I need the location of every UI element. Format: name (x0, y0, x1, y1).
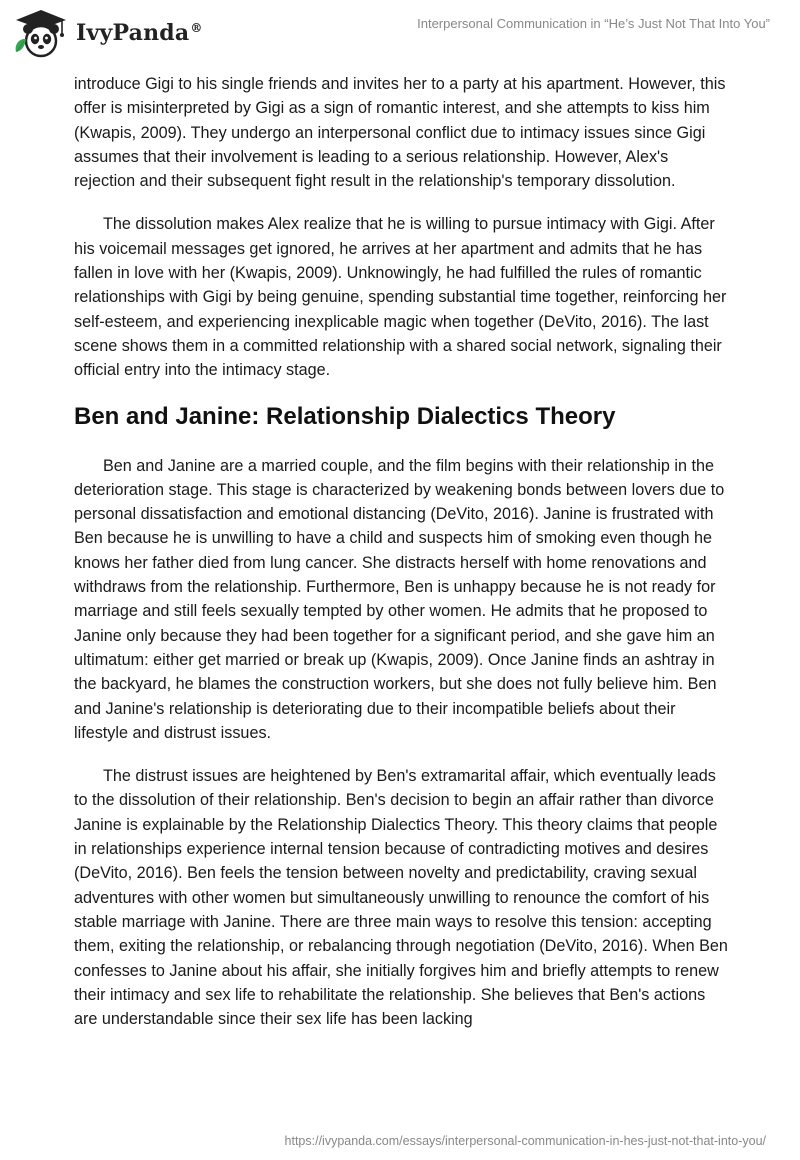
source-url[interactable]: https://ivypanda.com/essays/interpersonal-communication-in-hes-just-not-that-into-you/ (284, 1134, 766, 1148)
paragraph: introduce Gigi to his single friends and invites her to a party at his apartment. However, this offer is misinterpreted by Gigi as a sign of romantic interest, and she attempts to kiss him (Kwapis, 2009). They undergo an interpersonal conflict due to intimacy issues since Gigi assumes that their involvement is leading to a serious relationship. However, Alex's rejection and their subsequent fight result in the relationship's temporary dissolution. (74, 75, 726, 191)
logo-text: IvyPanda (76, 20, 190, 46)
paragraph: The distrust issues are heightened by Ben's extramarital affair, which eventually leads to the dissolution of their relationship. Ben's decision to begin an affair rather than divorce Janine is explainable by the Relationship Dialectics Theory. This theory claims that people in relationships experience internal tension because of contradicting motives and desires (DeVito, 2016). Ben feels the tension between novelty and predictability, craving sexual adventures with other women but simultaneously unwilling to renounce the comfort of his stable marriage with Janine. There are three main ways to resolve this tension: accepting them, exiting the relationship, or rebalancing through negotiation (DeVito, 2016). When Ben confesses to Janine about his affair, she initially forgives him and briefly attempts to renew their intimacy and sex life to rehabilitate the relationship. She believes that Ben's actions are understandable since their sex life has been lacking (74, 767, 728, 1029)
logo-wordmark (76, 20, 203, 46)
registered-mark: ® (190, 20, 203, 35)
ivypanda-logo[interactable] (12, 8, 203, 58)
paragraph: The dissolution makes Alex realize that he is willing to pursue intimacy with Gigi. After his voicemail messages get ignored, he arrives at her apartment and admits that he has fallen in love with her (Kwapis, 2009). Unknowingly, he had fulfilled the rules of romantic relationships with Gigi by being genuine, spending substantial time together, reinforcing her self-esteem, and experiencing inexplicable magic when together (DeVito, 2016). The last scene shows them in a committed relationship with a shared social network, signaling their official entry into the intimacy stage. (74, 215, 727, 380)
section-heading: Ben and Janine: Relationship Dialectics Theory (74, 402, 616, 430)
document-title: Interpersonal Communication in “He’s Just Not That Into You” (417, 16, 770, 31)
essay-body (74, 72, 728, 1050)
panda-graduate-icon (12, 8, 70, 58)
page-header (0, 0, 800, 64)
paragraph: Ben and Janine are a married couple, and the film begins with their relationship in the deterioration stage. This stage is characterized by weakening bonds between lovers due to personal dissatisfaction and emotional distancing (DeVito, 2016). Janine is frustrated with Ben because he is unwilling to have a child and suspects him of smoking even though he knows her father died from lung cancer. She distracts herself with home renovations and withdraws from the relationship. Furthermore, Ben is unhappy because he is not ready for marriage and still feels sexually tempted by other women. He admits that he proposed to Janine only because they had been together for a significant period, and she gave him an ultimatum: either get married or break up (Kwapis, 2009). Once Janine finds an ashtray in the backyard, he blames the construction workers, but she does not fully believe him. Ben and Janine's relationship is deteriorating due to their incompatible beliefs about their lifestyle and distrust issues. (74, 456, 725, 742)
